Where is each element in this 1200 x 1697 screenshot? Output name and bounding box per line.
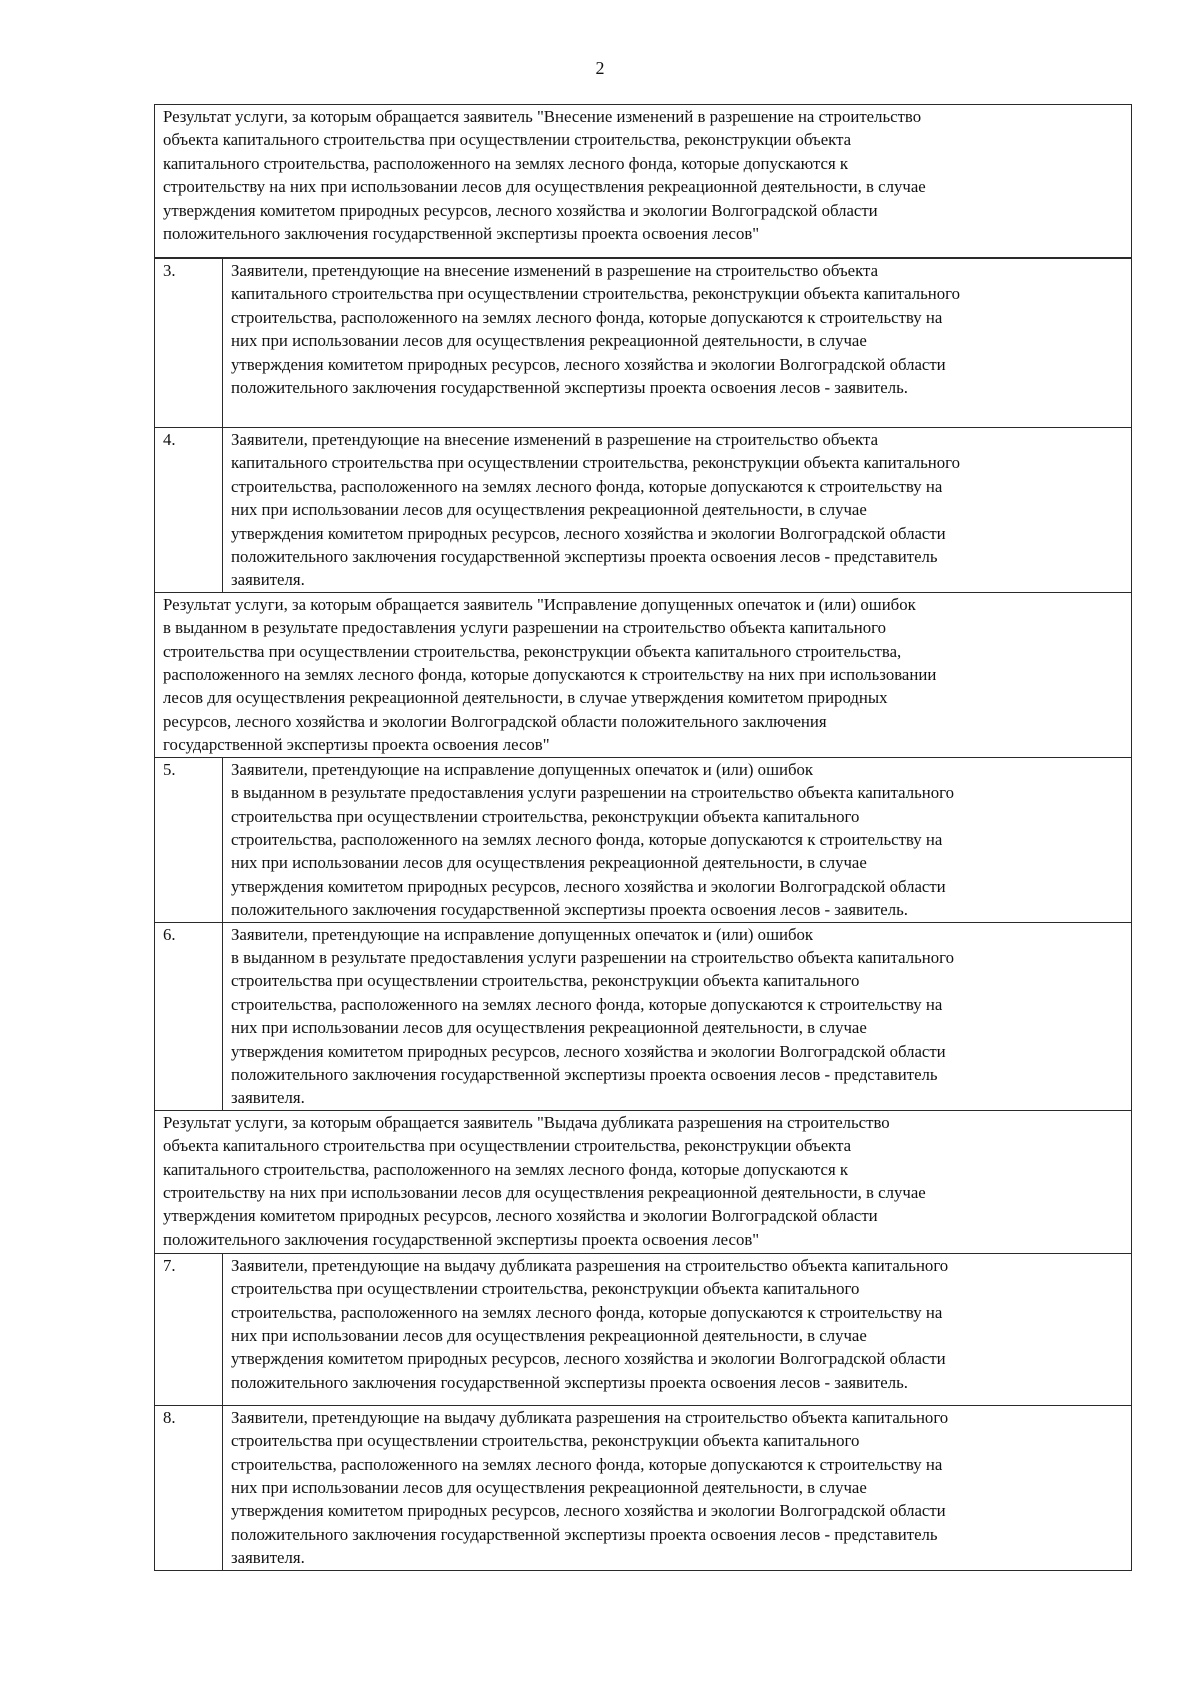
row-number: 3. [155,258,223,428]
row-text: Заявители, претендующие на выдачу дубликата разрешения на строительство объекта капитального строительства при осуществлении строительства, реконструкции объекта капитального строительства, расположенного на землях лесного фонда, которые допускаются к строительству на них при использовании лесов для осуществления рекреационной деятельности, в случае утверждения комитетом природных ресурсов, лесного хозяйства и экологии Волгоградской области положительного заключения государственной экспертизы проекта освоения лесов - представитель заявителя. [223,1405,1132,1570]
page-number: 2 [595,58,605,78]
table-row [155,258,1132,428]
row-text: Заявители, претендующие на исправление допущенных опечаток и (или) ошибок в выданном в результате предоставления услуги разрешении на строительство объекта капитального строительства при осуществлении строительства, реконструкции объекта капитального строительства, расположенного на землях лесного фонда, которые допускаются к строительству на них при использовании лесов для осуществления рекреационной деятельности, в случае утверждения комитетом природных ресурсов, лесного хозяйства и экологии Волгоградской области положительного заключения государственной экспертизы проекта освоения лесов - заявитель. [223,757,1132,922]
table-row [155,1405,1132,1570]
row-number: 6. [155,922,223,1110]
table-row [155,428,1132,593]
table-row [155,1253,1132,1405]
section-header-text: Результат услуги, за которым обращается заявитель "Выдача дубликата разрешения на строительство объекта капитального строительства при осуществлении строительства, реконструкции объекта капитального строительства, расположенного на землях лесного фонда, которые допускаются к строительству на них при использовании лесов для осуществления рекреационной деятельности, в случае утверждения комитетом природных ресурсов, лесного хозяйства и экологии Волгоградской области положительного заключения государственной экспертизы проекта освоения лесов" [155,1110,1132,1253]
row-text: Заявители, претендующие на внесение изменений в разрешение на строительство объекта капитального строительства при осуществлении строительства, реконструкции объекта капитального строительства, расположенного на землях лесного фонда, которые допускаются к строительству на них при использовании лесов для осуществления рекреационной деятельности, в случае утверждения комитетом природных ресурсов, лесного хозяйства и экологии Волгоградской области положительного заключения государственной экспертизы проекта освоения лесов - заявитель. [223,258,1132,428]
row-number: 7. [155,1253,223,1405]
table-row-section-header [155,592,1132,757]
table-row-section-header [155,1110,1132,1253]
row-number: 4. [155,428,223,593]
section-header-text: Результат услуги, за которым обращается заявитель "Внесение изменений в разрешение на строительство объекта капитального строительства при осуществлении строительства, реконструкции объекта капитального строительства, расположенного на землях лесного фонда, которые допускаются к строительству на них при использовании лесов для осуществления рекреационной деятельности, в случае утверждения комитетом природных ресурсов, лесного хозяйства и экологии Волгоградской области положительного заключения государственной экспертизы проекта освоения лесов" [155,105,1132,259]
row-number: 8. [155,1405,223,1570]
row-text: Заявители, претендующие на исправление допущенных опечаток и (или) ошибок в выданном в результате предоставления услуги разрешении на строительство объекта капитального строительства при осуществлении строительства, реконструкции объекта капитального строительства, расположенного на землях лесного фонда, которые допускаются к строительству на них при использовании лесов для осуществления рекреационной деятельности, в случае утверждения комитетом природных ресурсов, лесного хозяйства и экологии Волгоградской области положительного заключения государственной экспертизы проекта освоения лесов - представитель заявителя. [223,922,1132,1110]
row-text: Заявители, претендующие на выдачу дубликата разрешения на строительство объекта капитального строительства при осуществлении строительства, реконструкции объекта капитального строительства, расположенного на землях лесного фонда, которые допускаются к строительству на них при использовании лесов для осуществления рекреационной деятельности, в случае утверждения комитетом природных ресурсов, лесного хозяйства и экологии Волгоградской области положительного заключения государственной экспертизы проекта освоения лесов - заявитель. [223,1253,1132,1405]
table-row-section-header [155,105,1132,259]
row-text: Заявители, претендующие на внесение изменений в разрешение на строительство объекта капитального строительства при осуществлении строительства, реконструкции объекта капитального строительства, расположенного на землях лесного фонда, которые допускаются к строительству на них при использовании лесов для осуществления рекреационной деятельности, в случае утверждения комитетом природных ресурсов, лесного хозяйства и экологии Волгоградской области положительного заключения государственной экспертизы проекта освоения лесов - представитель заявителя. [223,428,1132,593]
applicants-table [154,104,1132,1571]
row-number: 5. [155,757,223,922]
table-row [155,922,1132,1110]
table-row [155,757,1132,922]
section-header-text: Результат услуги, за которым обращается заявитель "Исправление допущенных опечаток и (или) ошибок в выданном в результате предоставления услуги разрешении на строительство объекта капитального строительства при осуществлении строительства, реконструкции объекта капитального строительства, расположенного на землях лесного фонда, которые допускаются к строительству на них при использовании лесов для осуществления рекреационной деятельности, в случае утверждения комитетом природных ресурсов, лесного хозяйства и экологии Волгоградской области положительного заключения государственной экспертизы проекта освоения лесов" [155,592,1132,757]
